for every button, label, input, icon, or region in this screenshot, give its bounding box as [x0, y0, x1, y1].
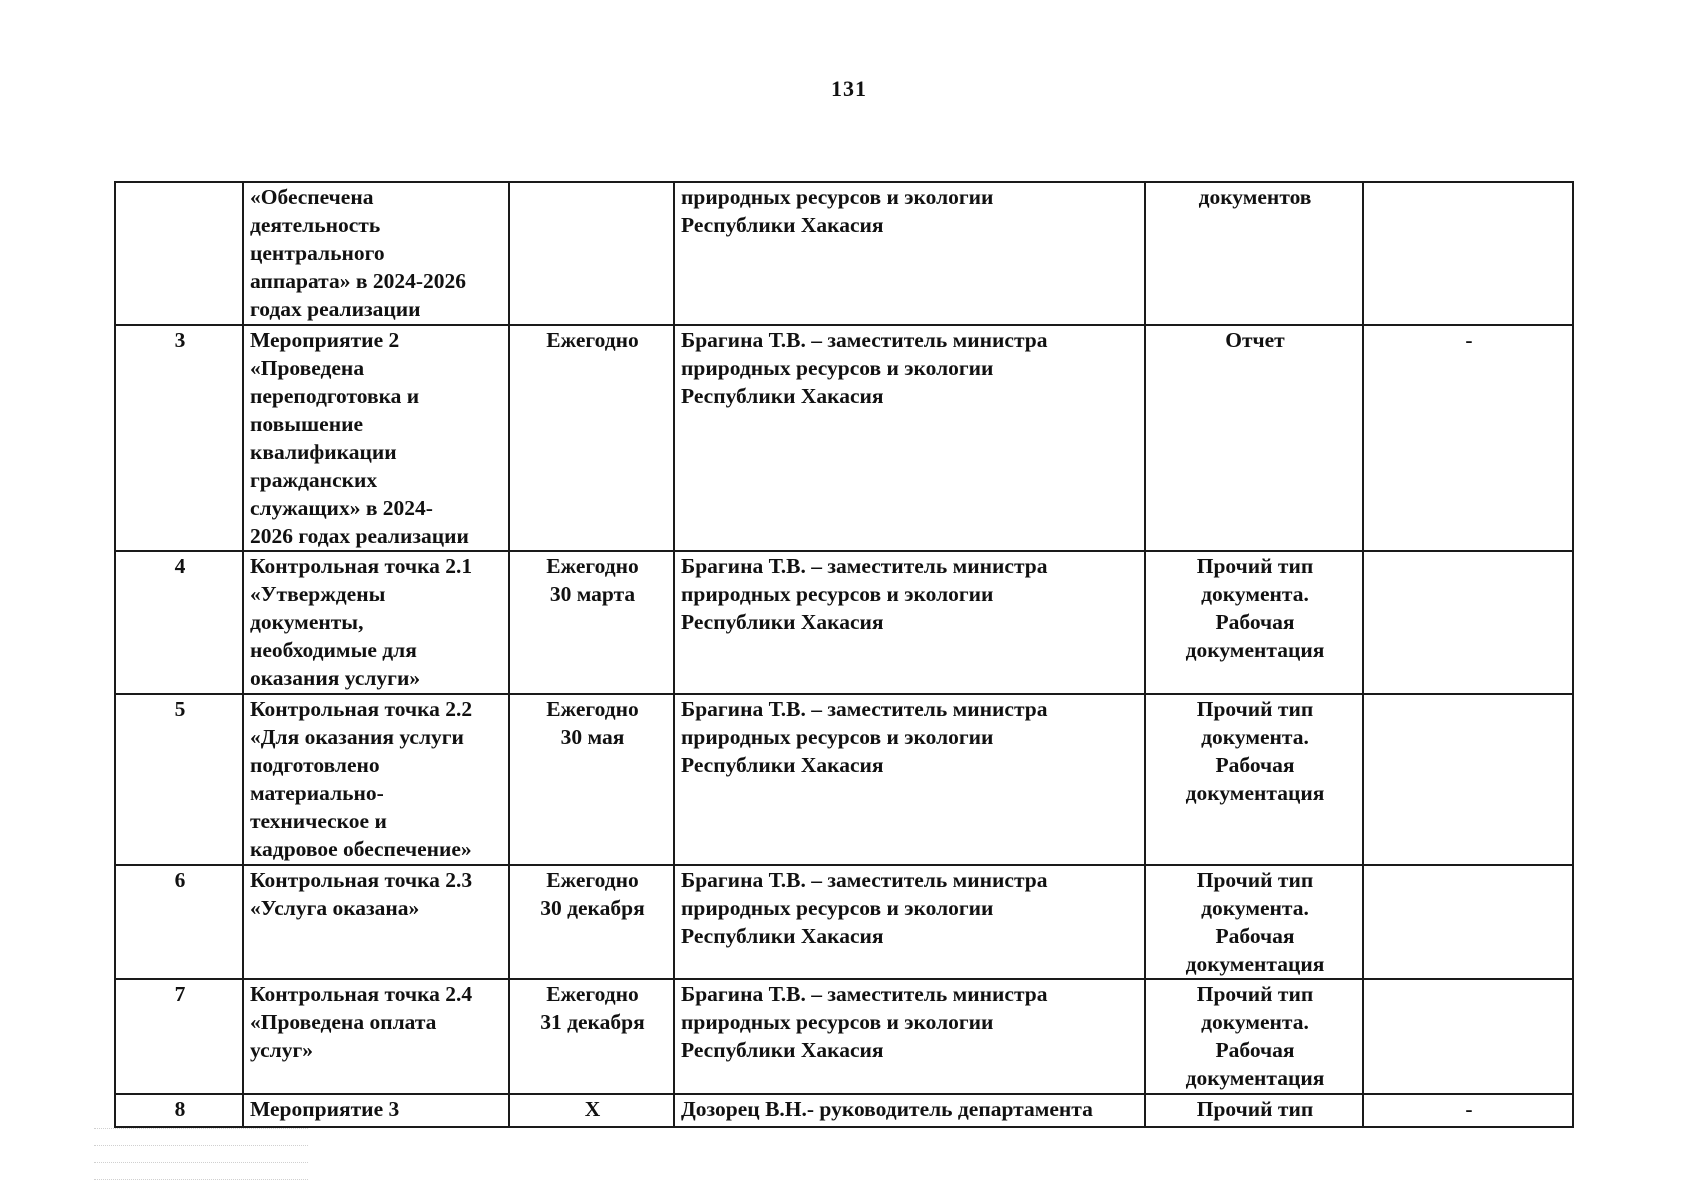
table-row [115, 1094, 1573, 1127]
document-type-cell: Прочий тип документа. Рабочая документация [1145, 979, 1363, 1094]
row-number-cell: 6 [115, 865, 243, 979]
note-cell [1363, 182, 1573, 325]
activity-name-cell: Контрольная точка 2.4 «Проведена оплата услуг» [243, 979, 509, 1094]
activity-name-cell: Мероприятие 3 [243, 1094, 509, 1127]
table-row [115, 694, 1573, 865]
row-number-cell: 3 [115, 325, 243, 551]
stamp-line [94, 1129, 308, 1146]
table-row [115, 182, 1573, 325]
responsible-cell: Брагина Т.В. – заместитель министра природных ресурсов и экологии Республики Хакасия [674, 694, 1145, 865]
activity-name-cell: Мероприятие 2 «Проведена переподготовка и повышение квалификации гражданских служащих» в 2024- 2026 годах реализации [243, 325, 509, 551]
activity-name-cell: Контрольная точка 2.3 «Услуга оказана» [243, 865, 509, 979]
activity-name-cell: «Обеспечена деятельность центрального аппарата» в 2024-2026 годах реализации [243, 182, 509, 325]
document-type-cell: Отчет [1145, 325, 1363, 551]
document-type-cell: Прочий тип [1145, 1094, 1363, 1127]
row-number-cell: 8 [115, 1094, 243, 1127]
deadline-cell: Ежегодно 30 декабря [509, 865, 674, 979]
responsible-cell: Брагина Т.В. – заместитель министра природных ресурсов и экологии Республики Хакасия [674, 979, 1145, 1094]
responsible-cell: Брагина Т.В. – заместитель министра природных ресурсов и экологии Республики Хакасия [674, 865, 1145, 979]
plan-table [114, 181, 1574, 1128]
deadline-cell: Ежегодно 30 марта [509, 551, 674, 694]
document-type-cell: Прочий тип документа. Рабочая документация [1145, 694, 1363, 865]
stamp-line [94, 1163, 308, 1180]
note-cell [1363, 694, 1573, 865]
note-cell [1363, 551, 1573, 694]
responsible-cell: Дозорец В.Н.- руководитель департамента [674, 1094, 1145, 1127]
note-cell [1363, 979, 1573, 1094]
note-cell [1363, 865, 1573, 979]
row-number-cell [115, 182, 243, 325]
activity-name-cell: Контрольная точка 2.1 «Утверждены документы, необходимые для оказания услуги» [243, 551, 509, 694]
activity-name-cell: Контрольная точка 2.2 «Для оказания услуги подготовлено материально- техническое и кадровое обеспечение» [243, 694, 509, 865]
page-number: 131 [831, 76, 867, 101]
row-number-cell: 5 [115, 694, 243, 865]
table-row [115, 325, 1573, 551]
faded-stamp [94, 1112, 308, 1188]
responsible-cell: природных ресурсов и экологии Республики Хакасия [674, 182, 1145, 325]
table-row [115, 979, 1573, 1094]
document-type-cell: документов [1145, 182, 1363, 325]
document-type-cell: Прочий тип документа. Рабочая документация [1145, 551, 1363, 694]
responsible-cell: Брагина Т.В. – заместитель министра природных ресурсов и экологии Республики Хакасия [674, 551, 1145, 694]
note-cell: - [1363, 325, 1573, 551]
table-row [115, 865, 1573, 979]
deadline-cell: Ежегодно 31 декабря [509, 979, 674, 1094]
deadline-cell: Ежегодно [509, 325, 674, 551]
document-type-cell: Прочий тип документа. Рабочая документация [1145, 865, 1363, 979]
row-number-cell: 4 [115, 551, 243, 694]
deadline-cell: Ежегодно 30 мая [509, 694, 674, 865]
stamp-line [94, 1146, 308, 1163]
note-cell: - [1363, 1094, 1573, 1127]
table-row [115, 551, 1573, 694]
responsible-cell: Брагина Т.В. – заместитель министра природных ресурсов и экологии Республики Хакасия [674, 325, 1145, 551]
row-number-cell: 7 [115, 979, 243, 1094]
deadline-cell [509, 182, 674, 325]
deadline-cell: Х [509, 1094, 674, 1127]
stamp-line [94, 1112, 308, 1129]
